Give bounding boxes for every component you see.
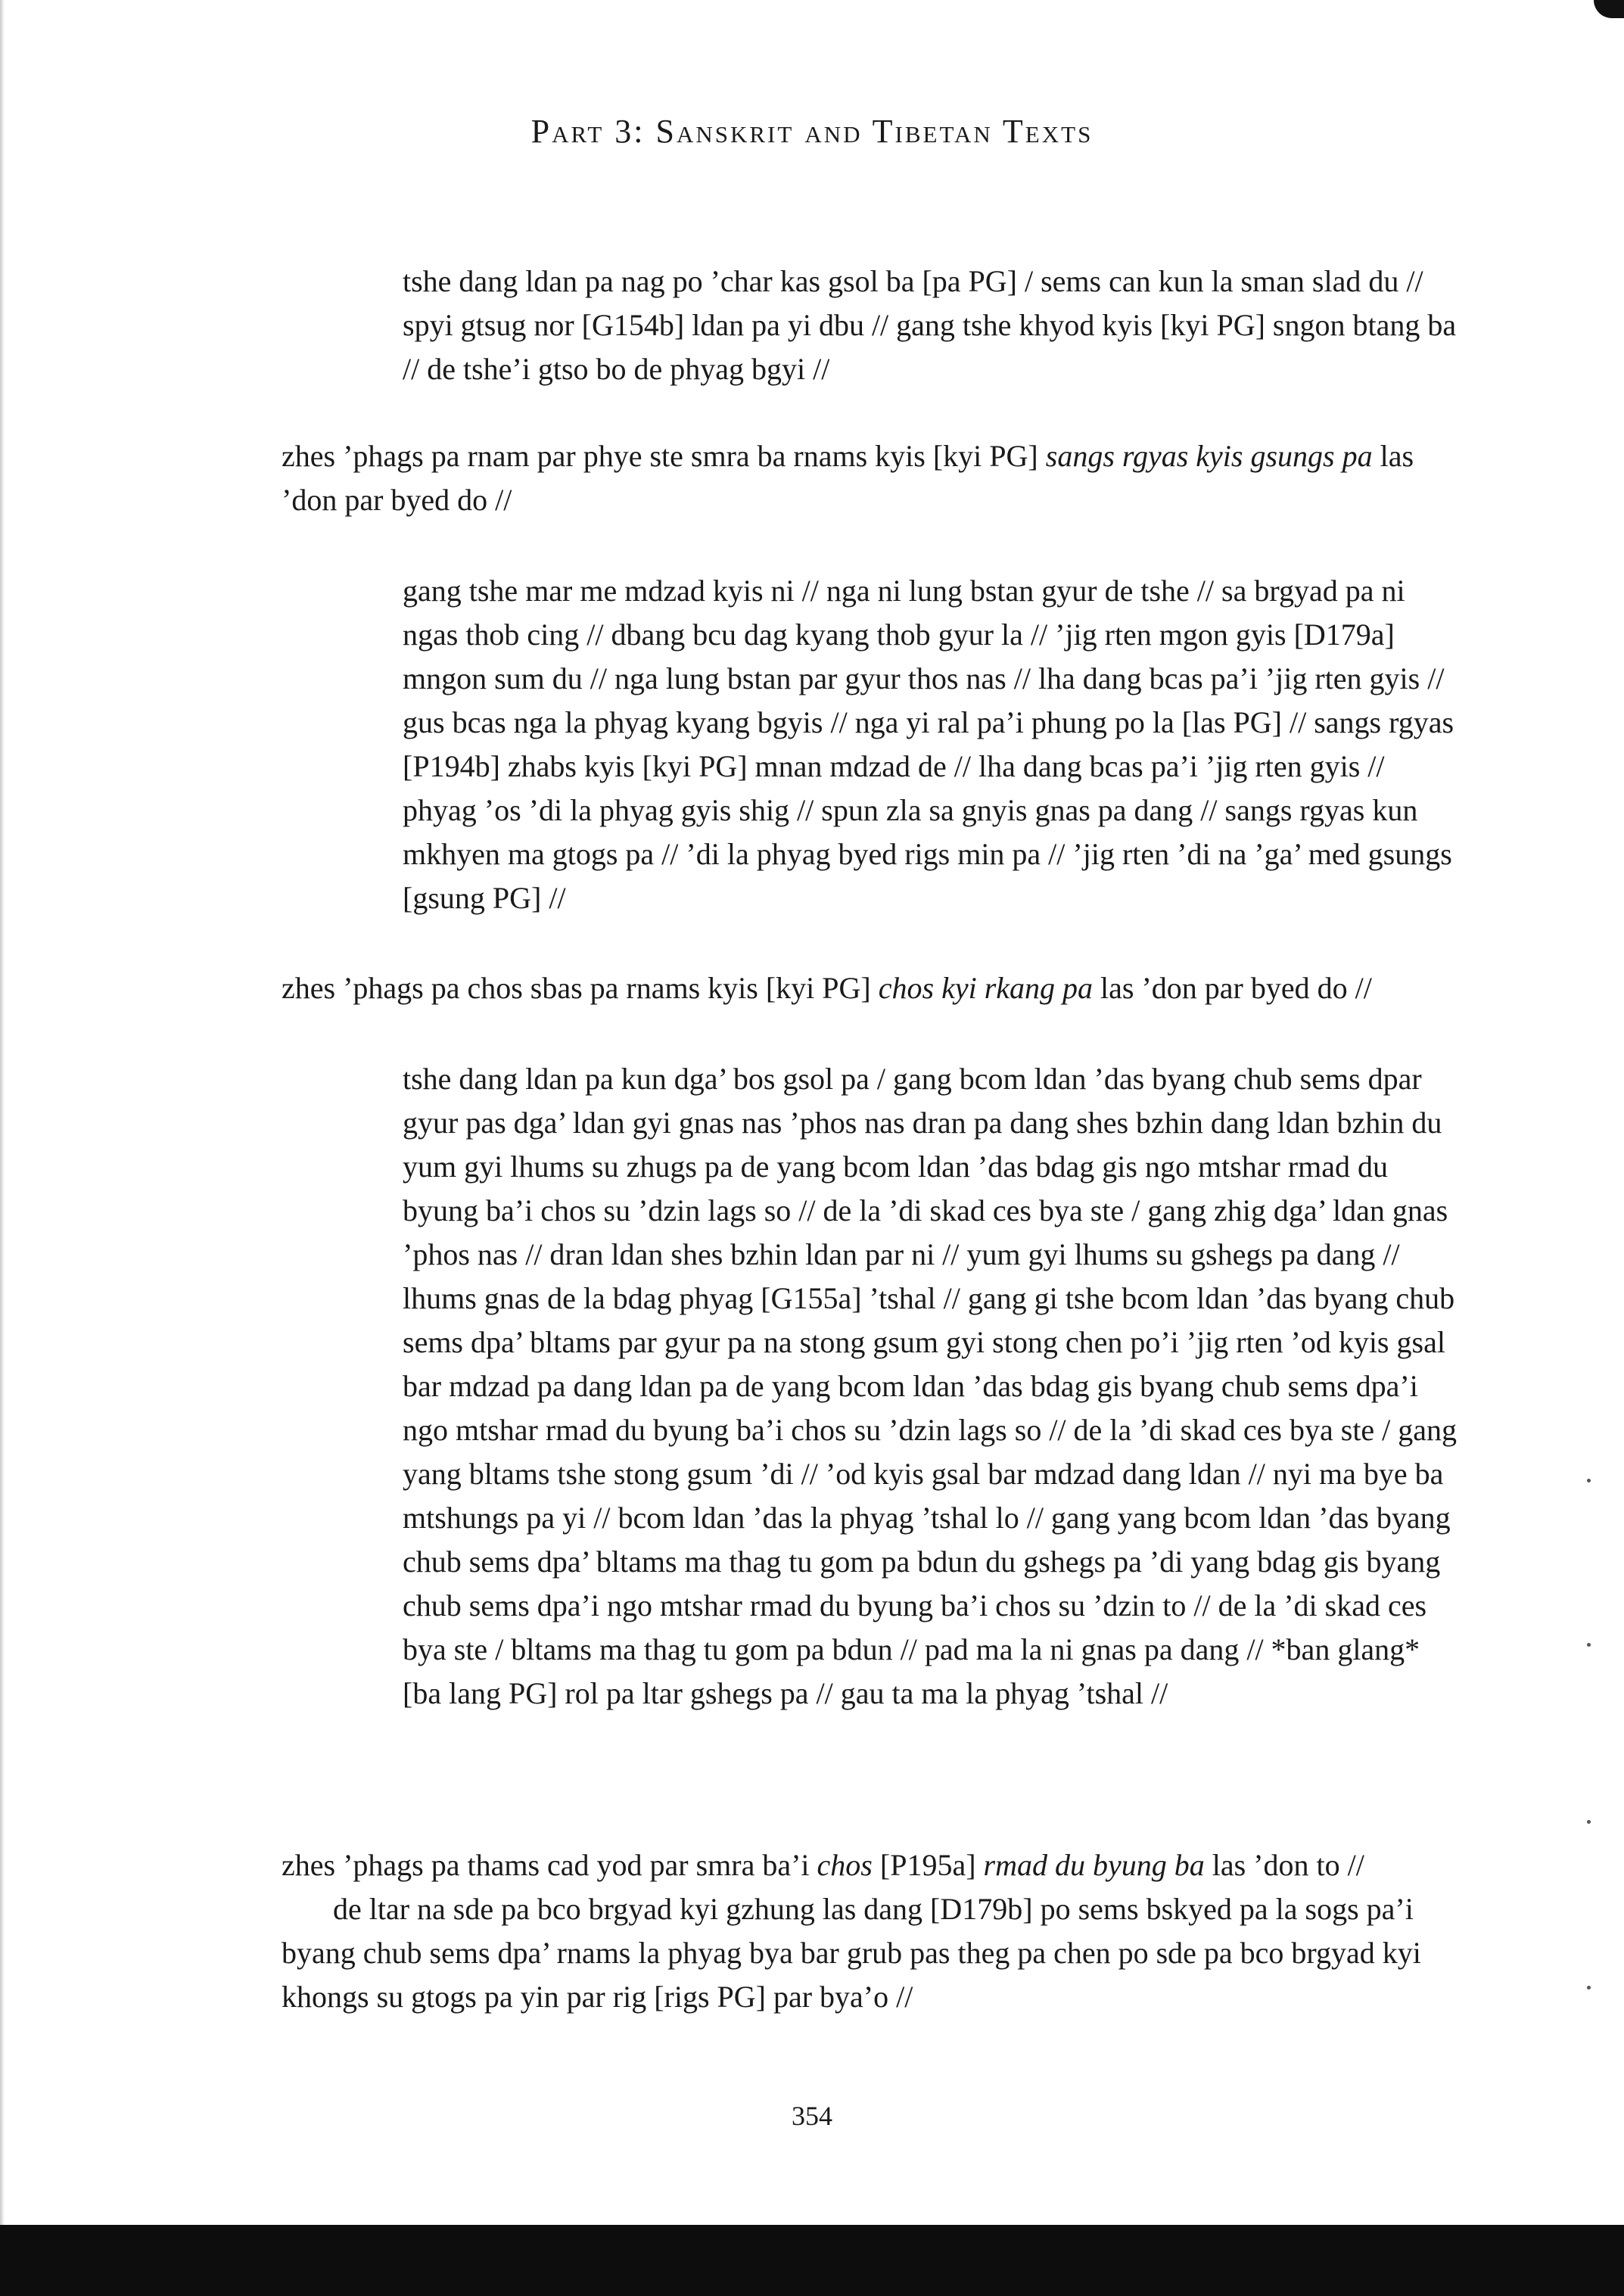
prose-2-after: las ’don par byed do //	[1093, 971, 1372, 1005]
prose-2-title: chos kyi rkang pa	[878, 971, 1094, 1005]
prose-1-after: las ’don par byed do //	[282, 439, 1414, 517]
scan-corner-shadow	[1594, 0, 1624, 18]
prose-3-title-1: chos	[817, 1848, 873, 1882]
running-head: Part 3: Sanskrit and Tibetan Texts	[530, 113, 1094, 150]
verse-quote-1	[403, 260, 1462, 391]
prose-paragraph-1	[282, 434, 1462, 522]
prose-paragraph-1-text	[282, 434, 1462, 522]
scan-speck	[1587, 1479, 1591, 1482]
scan-speck	[1587, 1643, 1591, 1647]
prose-1-title: sangs rgyas kyis gsungs pa	[1045, 439, 1373, 473]
verse-quote-1-text: tshe dang ldan pa nag po ’char kas gsol ba [pa PG] / sems can kun la sman slad du // spyi gtsug nor [G154b] ldan pa yi dbu // gang tshe khyod kyis [kyi PG] sngon btang ba // de tshe’i gtso bo de phyag bgyi //	[403, 264, 1457, 386]
prose-3-title-2: rmad du byung ba	[983, 1848, 1205, 1882]
scan-edge-shadow	[0, 0, 5, 2225]
prose-quote-3	[403, 1057, 1462, 1716]
prose-1-before: zhes ’phags pa rnam par phye ste smra ba rnams kyis [kyi PG]	[282, 439, 1046, 473]
prose-paragraph-2	[282, 966, 1462, 1010]
prose-3-before: zhes ’phags pa thams cad yod par smra ba’i	[282, 1848, 817, 1882]
scan-speck	[1587, 1986, 1591, 1990]
prose-paragraph-3	[282, 1843, 1462, 2019]
prose-2-before: zhes ’phags pa chos sbas pa rnams kyis [kyi PG]	[282, 971, 879, 1005]
prose-3-after: las ’don to //	[1204, 1848, 1364, 1882]
scan-speck	[1587, 1820, 1591, 1824]
page-number: 354	[792, 2101, 832, 2131]
prose-paragraph-4-text: de ltar na sde pa bco brgyad kyi gzhung las dang [D179b] po sems bskyed pa la sogs pa’i byang chub sems dpa’ rnams la phyag bya bar grub pas theg pa chen po sde pa bco brgyad kyi khongs su gtogs pa yin par rig [rigs PG] par bya’o //	[282, 1892, 1421, 2014]
verse-quote-2-text: gang tshe mar me mdzad kyis ni // nga ni lung bstan gyur de tshe // sa brgyad pa ni ngas thob cing // dbang bcu dag kyang thob gyur la // ’jig rten mgon gyis [D179a] mngon sum du // nga lung bstan par gyur thos nas // lha dang bcas pa’i ’jig rten gyis // gus bcas nga la phyag kyang bgyis // nga yi ral pa’i phung po la [las PG] // sangs rgyas [P194b] zhabs kyis [kyi PG] mnan mdzad de // lha dang bcas pa’i ’jig rten gyis // phyag ’os ’di la phyag gyis shig // spun zla sa gnyis gnas pa dang // sangs rgyas kun mkhyen ma gtogs pa // ’di la phyag byed rigs min pa // ’jig rten ’di na ’ga’ med gsungs [gsung PG] //	[403, 574, 1454, 915]
prose-3-middle: [P195a]	[872, 1848, 984, 1882]
verse-quote-2	[403, 569, 1462, 920]
prose-paragraph-2-text	[282, 966, 1462, 1010]
scan-bottom-edge	[0, 2225, 1624, 2296]
prose-quote-3-text: tshe dang ldan pa kun dga’ bos gsol pa / gang bcom ldan ’das byang chub sems dpar gyur pas dga’ ldan gyi gnas nas ’phos nas dran pa dang shes bzhin dang ldan bzhin du yum gyi lhums su zhugs pa de yang bcom ldan ’das bdag gis ngo mtshar rmad du byung ba’i chos su ’dzin lags so // de la ’di skad ces bya ste / gang zhig dga’ ldan gnas ’phos nas // dran ldan shes bzhin ldan par ni // yum gyi lhums su gshegs pa dang // lhums gnas de la bdag phyag [G155a] ’tshal // gang gi tshe bcom ldan ’das byang chub sems dpa’ bltams par gyur pa na stong gsum gyi stong chen po’i ’jig rten ’od kyis gsal bar mdzad pa dang ldan pa de yang bcom ldan ’das bdag gis byang chub sems dpa’i ngo mtshar rmad du byung ba’i chos su ’dzin lags so // de la ’di skad ces bya ste / gang yang bltams tshe stong gsum ’di // ’od kyis gsal bar mdzad dang ldan // nyi ma bye ba mtshungs pa yi // bcom ldan ’das la phyag ’tshal lo // gang yang bcom ldan ’das byang chub sems dpa’ bltams ma thag tu gom pa bdun du gshegs pa ’di yang bdag gis byang chub sems dpa’i ngo mtshar rmad du byung ba’i chos su ’dzin to // de la ’di skad ces bya ste / bltams ma thag tu gom pa bdun // pad ma la ni gnas pa dang // *ban glang* [ba lang PG] rol pa ltar gshegs pa // gau ta ma la phyag ’tshal //	[403, 1062, 1458, 1710]
prose-paragraph-3-text	[282, 1843, 1462, 1887]
